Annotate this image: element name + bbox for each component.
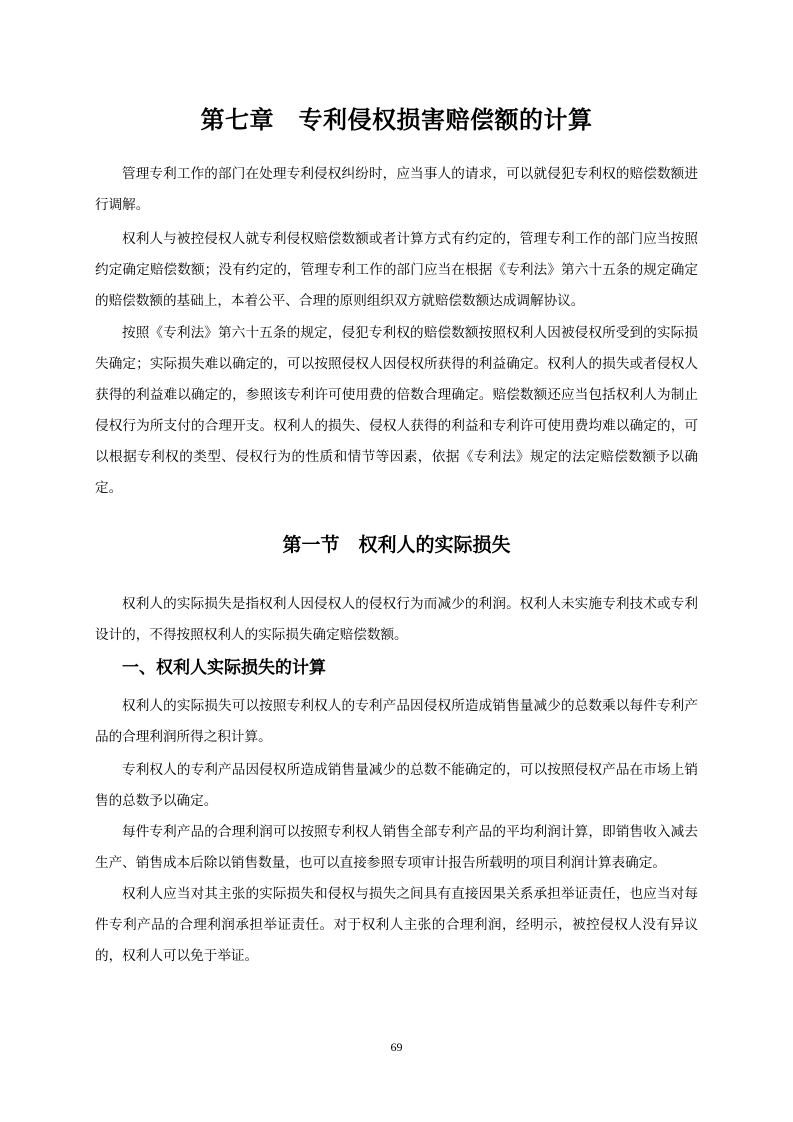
chapter-paragraph-1: 管理专利工作的部门在处理专利侵权纠纷时，应当事人的请求，可以就侵犯专利权的赔偿数额进行调解。 — [95, 166, 698, 213]
section-paragraph-1: 权利人的实际损失是指权利人因侵权人的侵权行为而减少的利润。权利人未实施专利技术或专利设计的，不得按照权利人的实际损失确定赔偿数额。 — [95, 596, 698, 643]
chapter-title: 第七章 专利侵权损害赔偿额的计算 — [200, 106, 593, 134]
subsection-paragraph-4: 权利人应当对其主张的实际损失和侵权与损失之间具有直接因果关系承担举证责任，也应当对每件专利产品的合理利润承担举证责任。对于权利人主张的合理利润，经明示，被控侵权人没有异议的，权利人可以免于举证。 — [95, 886, 698, 964]
chapter-paragraph-2: 权利人与被控侵权人就专利侵权赔偿数额或者计算方式有约定的，管理专利工作的部门应当按照约定确定赔偿数额；没有约定的，管理专利工作的部门应当在根据《专利法》第六十五条的规定确定的赔偿数额的基础上，本着公平、合理的原则组织双方就赔偿数额达成调解协议。 — [95, 231, 698, 309]
page-number: 69 — [390, 1040, 403, 1054]
subsection-title: 一、权利人实际损失的计算 — [122, 658, 326, 678]
subsection-paragraph-1: 权利人的实际损失可以按照专利权人的专利产品因侵权所造成销售量减少的总数乘以每件专利产品的合理利润所得之积计算。 — [95, 698, 698, 745]
subsection-paragraph-3: 每件专利产品的合理利润可以按照专利权人销售全部专利产品的平均利润计算，即销售收入减去生产、销售成本后除以销售数量，也可以直接参照专项审计报告所载明的项目利润计算表确定。 — [95, 824, 698, 871]
chapter-paragraph-3: 按照《专利法》第六十五条的规定，侵犯专利权的赔偿数额按照权利人因被侵权所受到的实际损失确定；实际损失难以确定的，可以按照侵权人因侵权所获得的利益确定。权利人的损失或者侵权人获得的利益难以确定的，参照该专利许可使用费的倍数合理确定。赔偿数额还应当包括权利人为制止侵权行为所支付的合理开支。权利人的损失、侵权人获得的利益和专利许可使用费均难以确定的，可以根据专利权的类型、侵权行为的性质和情节等因素，依据《专利法》规定的法定赔偿数额予以确定。 — [95, 325, 698, 496]
subsection-paragraph-2: 专利权人的专利产品因侵权所造成销售量减少的总数不能确定的，可以按照侵权产品在市场上销售的总数予以确定。 — [95, 762, 698, 809]
section-title: 第一节 权利人的实际损失 — [282, 534, 511, 556]
